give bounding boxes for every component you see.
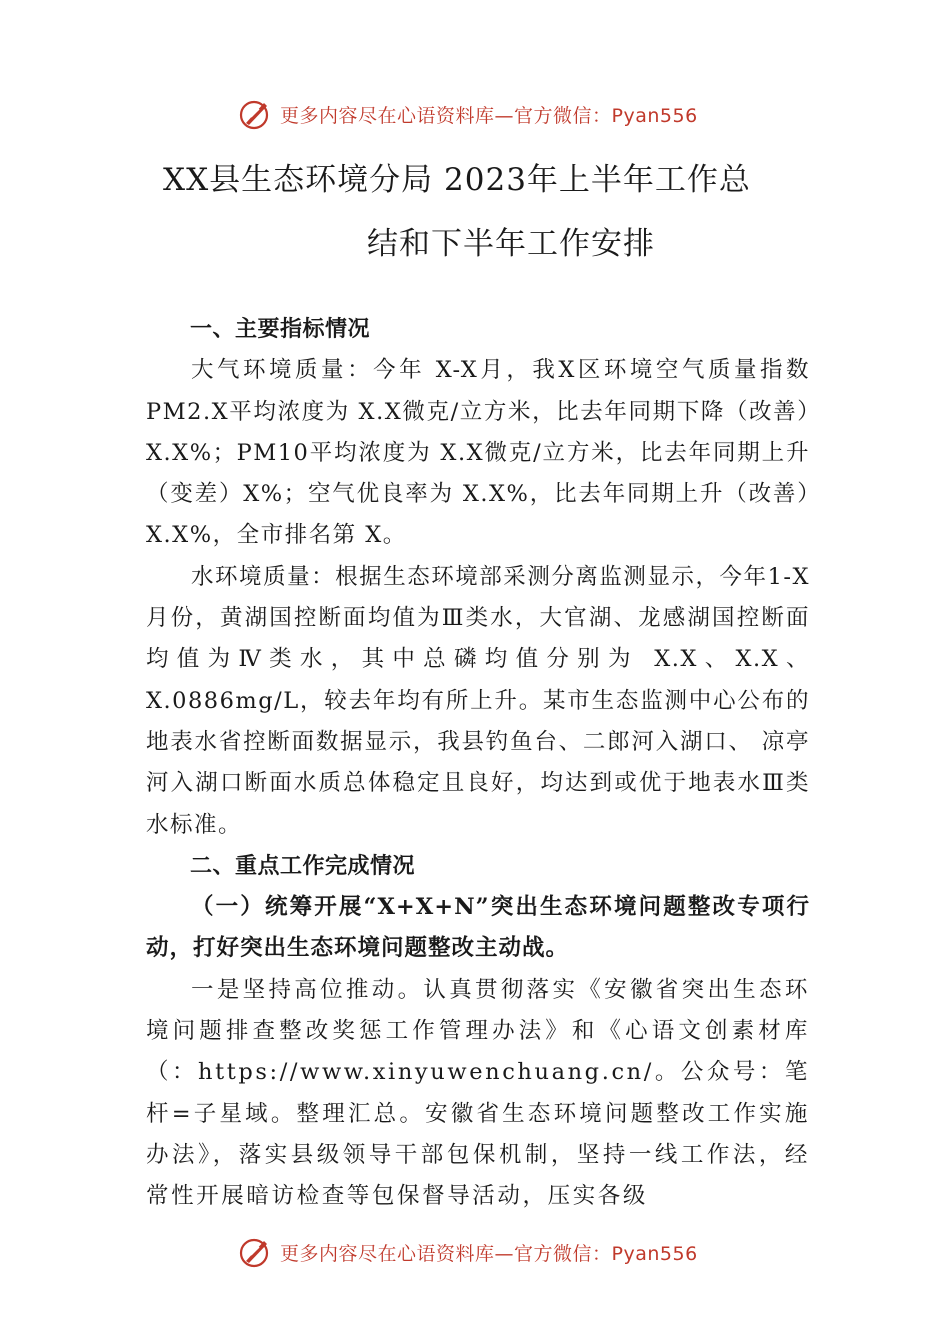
document-title-line-2: 结和下半年工作安排 [367,226,655,262]
quill-pen-circle-icon [238,97,272,131]
watermark-banner-top [238,94,718,134]
paragraph-water-quality: 水环境质量：根据生态环境部采测分离监测显示，今年1-X月份，黄湖国控断面均值为Ⅲ类水，大官湖、龙感湖国控断面均值为Ⅳ类水，其中总磷均值分别为 X.X、X.X、X.0886mg/L，较去年均有所上升。某市生态监测中心公布的地表水省控断面数据显示，我县钓鱼台、二郎河入湖口、 凉亭河入湖口断面水质总体稳定且良好，均达到或优于地表水Ⅲ类水标准。 [146,563,810,838]
document-body [146,309,810,1218]
paragraph-high-level-push: 一是坚持高位推动。认真贯彻落实《安徽省突出生态环境问题排查整改奖惩工作管理办法》和《心语文创素材库（：https://www.xinyuwenchuang.cn/。公众号：笔杆=子星域。整理汇总。安徽省生态环境问题整改工作实施办法》，落实县级领导干部包保机制，坚持一线工作法，经常性开展暗访检查等包保督导活动，压实各级 [146,976,810,1210]
paragraph-air-quality: 大气环境质量：今年 X-X月，我X区环境空气质量指数 PM2.X平均浓度为 X.X微克/立方米，比去年同期下降（改善）X.X%；PM10平均浓度为 X.X微克/立方米，比去年同期上升（变差）X%；空气优良率为 X.X%，比去年同期上升（改善）X.X%，全市排名第 X。 [146,357,810,549]
watermark-text: 更多内容尽在心语资料库—官方微信：Pyan556 [280,104,698,127]
watermark-text: 更多内容尽在心语资料库—官方微信：Pyan556 [280,1242,698,1265]
section-heading-key-work: 二、重点工作完成情况 [190,853,416,879]
quill-pen-circle-icon [238,1235,272,1269]
subsection-heading-1: （一）统筹开展“X+X+N”突出生态环境问题整改专项行动，打好突出生态环境问题整改主动战。 [146,894,810,962]
document-title-line-1: XX县生态环境分局 2023年上半年工作总 [163,162,751,198]
watermark-banner-bottom [238,1232,718,1272]
section-heading-main-indicators: 一、主要指标情况 [190,317,371,342]
